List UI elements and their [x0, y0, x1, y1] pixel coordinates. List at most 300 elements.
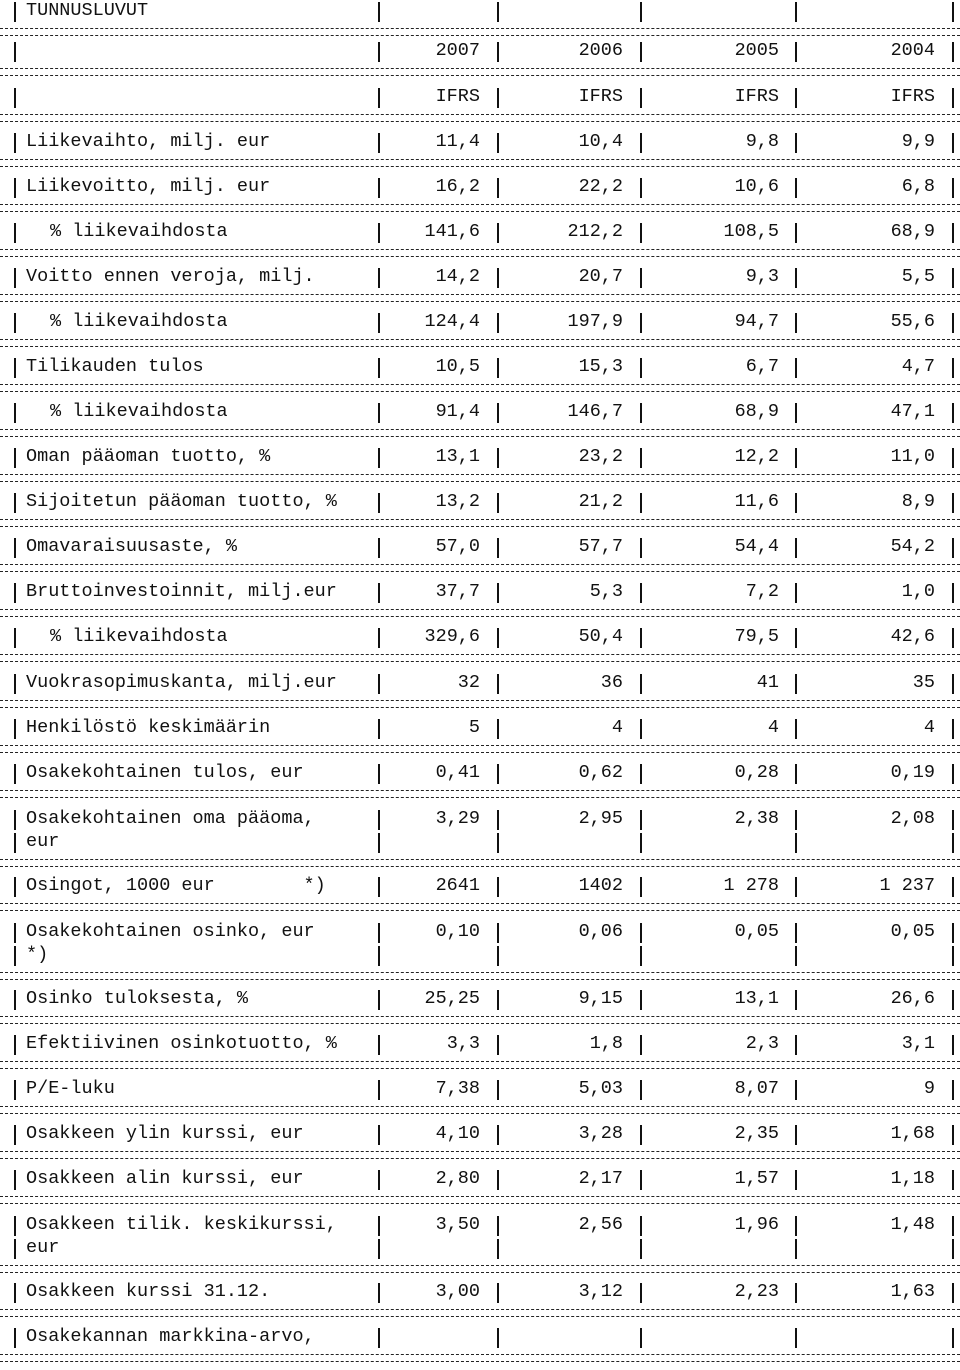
- row-separator: [0, 979, 960, 980]
- column-divider: [14, 1216, 16, 1236]
- row-label: Voitto ennen veroja, milj.: [26, 266, 315, 287]
- value-cell: 2004: [890, 40, 935, 61]
- column-divider: [640, 2, 642, 22]
- value-cell: 26,6: [890, 988, 935, 1009]
- value-cell: 1,57: [734, 1168, 779, 1189]
- value-cell: 57,0: [435, 536, 480, 557]
- row-separator: [0, 526, 960, 527]
- column-divider: [640, 1035, 642, 1055]
- column-divider: [795, 877, 797, 897]
- column-divider: [14, 493, 16, 513]
- column-divider: [952, 1170, 954, 1190]
- column-divider: [952, 719, 954, 739]
- column-divider: [640, 1216, 642, 1236]
- value-cell: 2,3: [745, 1033, 779, 1054]
- row-separator: [0, 294, 960, 295]
- column-divider: [952, 133, 954, 153]
- column-divider: [952, 403, 954, 423]
- column-divider: [497, 538, 499, 558]
- value-cell: 3,1: [901, 1033, 935, 1054]
- row-label: Omavaraisuusaste, %: [26, 536, 237, 557]
- row-separator: [0, 564, 960, 565]
- column-divider: [952, 223, 954, 243]
- table-row: [0, 1214, 960, 1281]
- value-cell: 91,4: [435, 401, 480, 422]
- column-divider: [640, 42, 642, 62]
- column-divider: [640, 583, 642, 603]
- value-cell: IFRS: [578, 86, 623, 107]
- column-divider: [640, 493, 642, 513]
- column-divider: [497, 1239, 499, 1259]
- column-divider: [795, 990, 797, 1010]
- column-divider: [952, 833, 954, 853]
- column-divider: [497, 1170, 499, 1190]
- value-cell: 68,9: [734, 401, 779, 422]
- column-divider: [952, 178, 954, 198]
- column-divider: [952, 877, 954, 897]
- table-row: [0, 672, 960, 716]
- row-separator: [0, 1016, 960, 1017]
- row-separator: [0, 114, 960, 115]
- row-label: Osakkeen alin kurssi, eur: [26, 1168, 304, 1189]
- column-divider: [497, 133, 499, 153]
- column-divider: [14, 628, 16, 648]
- column-divider: [952, 493, 954, 513]
- value-cell: 12,2: [734, 446, 779, 467]
- value-cell: 4: [611, 717, 623, 738]
- row-label: % liikevaihdosta: [50, 221, 228, 242]
- table-row: [0, 1033, 960, 1077]
- column-divider: [497, 313, 499, 333]
- value-cell: 1,63: [890, 1281, 935, 1302]
- column-divider: [497, 268, 499, 288]
- value-cell: 0,62: [578, 762, 623, 783]
- value-cell: 1 237: [879, 875, 935, 896]
- value-cell: 15,3: [578, 356, 623, 377]
- value-cell: 21,2: [578, 491, 623, 512]
- column-divider: [497, 1328, 499, 1348]
- row-separator: [0, 745, 960, 746]
- table-row: [0, 988, 960, 1032]
- value-cell: 2641: [435, 875, 480, 896]
- column-divider: [497, 403, 499, 423]
- value-cell: 68,9: [890, 221, 935, 242]
- value-cell: 5,03: [578, 1078, 623, 1099]
- row-separator: [0, 859, 960, 860]
- value-cell: 3,50: [435, 1214, 480, 1235]
- value-cell: 1,68: [890, 1123, 935, 1144]
- value-cell: 42,6: [890, 626, 935, 647]
- column-divider: [14, 313, 16, 333]
- column-divider: [14, 1239, 16, 1259]
- row-label: Bruttoinvestoinnit, milj.eur: [26, 581, 337, 602]
- column-divider: [14, 223, 16, 243]
- value-cell: 2,56: [578, 1214, 623, 1235]
- row-separator: [0, 1151, 960, 1152]
- table-row: [0, 221, 960, 265]
- row-separator: [0, 752, 960, 753]
- row-separator: [0, 910, 960, 911]
- row-separator: [0, 121, 960, 122]
- row-separator: [0, 1196, 960, 1197]
- column-divider: [952, 946, 954, 966]
- value-cell: 2007: [435, 40, 480, 61]
- row-separator: [0, 661, 960, 662]
- row-label: TUNNUSLUVUT: [26, 0, 149, 21]
- value-cell: 0,41: [435, 762, 480, 783]
- column-divider: [952, 313, 954, 333]
- value-cell: 79,5: [734, 626, 779, 647]
- column-divider: [14, 448, 16, 468]
- column-divider: [795, 448, 797, 468]
- value-cell: 3,00: [435, 1281, 480, 1302]
- value-cell: 212,2: [567, 221, 623, 242]
- value-cell: 2,95: [578, 808, 623, 829]
- column-divider: [795, 1035, 797, 1055]
- row-separator: [0, 1203, 960, 1204]
- column-divider: [795, 1283, 797, 1303]
- value-cell: 35: [912, 672, 935, 693]
- value-cell: 50,4: [578, 626, 623, 647]
- column-divider: [952, 1239, 954, 1259]
- column-divider: [14, 88, 16, 108]
- column-divider: [497, 1035, 499, 1055]
- column-divider: [14, 833, 16, 853]
- row-label: *): [26, 944, 49, 965]
- column-divider: [640, 88, 642, 108]
- value-cell: 41: [756, 672, 779, 693]
- row-label: Osinko tuloksesta, %: [26, 988, 249, 1009]
- column-divider: [640, 538, 642, 558]
- column-divider: [795, 313, 797, 333]
- table-row: [0, 1326, 960, 1370]
- value-cell: 10,6: [734, 176, 779, 197]
- column-divider: [14, 538, 16, 558]
- column-divider: [378, 1239, 380, 1259]
- row-separator: [0, 391, 960, 392]
- table-row: [0, 356, 960, 400]
- row-label: Oman pääoman tuotto, %: [26, 446, 271, 467]
- row-separator: [0, 1061, 960, 1062]
- value-cell: 13,2: [435, 491, 480, 512]
- value-cell: 2,80: [435, 1168, 480, 1189]
- column-divider: [952, 1328, 954, 1348]
- row-separator: [0, 609, 960, 610]
- value-cell: 9,3: [745, 266, 779, 287]
- value-cell: 0,10: [435, 921, 480, 942]
- row-separator: [0, 429, 960, 430]
- row-label: Liikevoitto, milj. eur: [26, 176, 271, 197]
- value-cell: 329,6: [424, 626, 480, 647]
- row-separator: [0, 616, 960, 617]
- table-row: [0, 86, 960, 130]
- column-divider: [795, 403, 797, 423]
- value-cell: 25,25: [424, 988, 480, 1009]
- row-label: % liikevaihdosta: [50, 401, 228, 422]
- column-divider: [14, 268, 16, 288]
- column-divider: [952, 628, 954, 648]
- column-divider: [14, 1125, 16, 1145]
- row-label: Osakekohtainen tulos, eur: [26, 762, 304, 783]
- column-divider: [640, 628, 642, 648]
- value-cell: 108,5: [723, 221, 779, 242]
- value-cell: 23,2: [578, 446, 623, 467]
- column-divider: [497, 2, 499, 22]
- row-label: % liikevaihdosta: [50, 626, 228, 647]
- column-divider: [795, 674, 797, 694]
- value-cell: 2006: [578, 40, 623, 61]
- column-divider: [640, 810, 642, 830]
- column-divider: [952, 583, 954, 603]
- column-divider: [14, 2, 16, 22]
- column-divider: [795, 42, 797, 62]
- value-cell: 197,9: [567, 311, 623, 332]
- table-row: [0, 311, 960, 355]
- column-divider: [14, 358, 16, 378]
- column-divider: [14, 1080, 16, 1100]
- column-divider: [640, 223, 642, 243]
- column-divider: [952, 2, 954, 22]
- row-separator: [0, 204, 960, 205]
- value-cell: 6,8: [901, 176, 935, 197]
- value-cell: 2005: [734, 40, 779, 61]
- value-cell: 5,3: [589, 581, 623, 602]
- table-row: [0, 808, 960, 875]
- column-divider: [640, 268, 642, 288]
- column-divider: [795, 583, 797, 603]
- column-divider: [14, 1328, 16, 1348]
- value-cell: 13,1: [734, 988, 779, 1009]
- value-cell: 1,18: [890, 1168, 935, 1189]
- table-row: [0, 536, 960, 580]
- value-cell: 2,08: [890, 808, 935, 829]
- column-divider: [952, 42, 954, 62]
- column-divider: [952, 923, 954, 943]
- row-label: Efektiivinen osinkotuotto, %: [26, 1033, 337, 1054]
- column-divider: [14, 1170, 16, 1190]
- row-separator: [0, 1309, 960, 1310]
- table-row: [0, 717, 960, 761]
- table-row: [0, 626, 960, 670]
- column-divider: [795, 810, 797, 830]
- value-cell: 3,3: [446, 1033, 480, 1054]
- column-divider: [497, 990, 499, 1010]
- column-divider: [14, 719, 16, 739]
- value-cell: 0,06: [578, 921, 623, 942]
- value-cell: IFRS: [734, 86, 779, 107]
- row-separator: [0, 972, 960, 973]
- row-separator: [0, 301, 960, 302]
- value-cell: 3,28: [578, 1123, 623, 1144]
- column-divider: [497, 674, 499, 694]
- value-cell: 54,2: [890, 536, 935, 557]
- column-divider: [952, 448, 954, 468]
- row-label: Osakkeen tilik. keskikurssi,: [26, 1214, 337, 1235]
- column-divider: [795, 493, 797, 513]
- value-cell: 4: [923, 717, 935, 738]
- row-separator: [0, 28, 960, 29]
- row-separator: [0, 166, 960, 167]
- value-cell: 13,1: [435, 446, 480, 467]
- column-divider: [795, 719, 797, 739]
- column-divider: [952, 1035, 954, 1055]
- column-divider: [640, 1328, 642, 1348]
- row-separator: [0, 700, 960, 701]
- column-divider: [795, 538, 797, 558]
- value-cell: 0,28: [734, 762, 779, 783]
- table-row: [0, 921, 960, 988]
- row-separator: [0, 1158, 960, 1159]
- column-divider: [795, 1239, 797, 1259]
- value-cell: 1402: [578, 875, 623, 896]
- column-divider: [795, 833, 797, 853]
- column-divider: [14, 1035, 16, 1055]
- column-divider: [14, 403, 16, 423]
- value-cell: 22,2: [578, 176, 623, 197]
- value-cell: 36: [600, 672, 623, 693]
- row-separator: [0, 707, 960, 708]
- row-label: Osingot, 1000 eur *): [26, 875, 326, 896]
- value-cell: 47,1: [890, 401, 935, 422]
- column-divider: [497, 583, 499, 603]
- column-divider: [497, 946, 499, 966]
- table-row: [0, 266, 960, 310]
- column-divider: [497, 88, 499, 108]
- row-separator: [0, 1316, 960, 1317]
- table-row: [0, 176, 960, 220]
- row-separator: [0, 1106, 960, 1107]
- row-separator: [0, 654, 960, 655]
- value-cell: 10,5: [435, 356, 480, 377]
- value-cell: 9: [923, 1078, 935, 1099]
- column-divider: [640, 133, 642, 153]
- column-divider: [640, 448, 642, 468]
- value-cell: 0,19: [890, 762, 935, 783]
- row-label: Tilikauden tulos: [26, 356, 204, 377]
- column-divider: [640, 923, 642, 943]
- column-divider: [952, 674, 954, 694]
- column-divider: [640, 764, 642, 784]
- column-divider: [952, 1283, 954, 1303]
- value-cell: 0,05: [890, 921, 935, 942]
- row-label: % liikevaihdosta: [50, 311, 228, 332]
- table-row: [0, 762, 960, 806]
- row-separator: [0, 339, 960, 340]
- value-cell: 11,0: [890, 446, 935, 467]
- row-separator: [0, 797, 960, 798]
- column-divider: [640, 719, 642, 739]
- row-separator: [0, 35, 960, 36]
- column-divider: [795, 88, 797, 108]
- value-cell: 1,0: [901, 581, 935, 602]
- value-cell: 54,4: [734, 536, 779, 557]
- table-row: [0, 1281, 960, 1325]
- column-divider: [952, 810, 954, 830]
- row-label: eur: [26, 831, 60, 852]
- value-cell: 1,96: [734, 1214, 779, 1235]
- column-divider: [497, 1125, 499, 1145]
- row-separator: [0, 481, 960, 482]
- column-divider: [640, 877, 642, 897]
- column-divider: [497, 358, 499, 378]
- column-divider: [497, 877, 499, 897]
- column-divider: [795, 764, 797, 784]
- column-divider: [497, 1216, 499, 1236]
- column-divider: [952, 358, 954, 378]
- row-label: Liikevaihto, milj. eur: [26, 131, 271, 152]
- column-divider: [378, 946, 380, 966]
- row-separator: [0, 256, 960, 257]
- column-divider: [640, 833, 642, 853]
- column-divider: [497, 493, 499, 513]
- column-divider: [497, 42, 499, 62]
- column-divider: [640, 358, 642, 378]
- row-label: Henkilöstö keskimäärin: [26, 717, 271, 738]
- value-cell: 5: [468, 717, 480, 738]
- column-divider: [640, 1080, 642, 1100]
- column-divider: [14, 946, 16, 966]
- column-divider: [640, 1283, 642, 1303]
- column-divider: [497, 923, 499, 943]
- column-divider: [795, 178, 797, 198]
- column-divider: [14, 583, 16, 603]
- value-cell: 57,7: [578, 536, 623, 557]
- row-separator: [0, 436, 960, 437]
- row-separator: [0, 866, 960, 867]
- column-divider: [795, 268, 797, 288]
- column-divider: [952, 990, 954, 1010]
- column-divider: [14, 178, 16, 198]
- value-cell: 8,9: [901, 491, 935, 512]
- value-cell: 11,6: [734, 491, 779, 512]
- value-cell: 4,10: [435, 1123, 480, 1144]
- column-divider: [378, 1328, 380, 1348]
- value-cell: 6,7: [745, 356, 779, 377]
- row-label: Sijoitetun pääoman tuotto, %: [26, 491, 337, 512]
- column-divider: [795, 1216, 797, 1236]
- row-label: Osakkeen kurssi 31.12.: [26, 1281, 271, 1302]
- table-row: [0, 491, 960, 535]
- table-row: [0, 0, 960, 44]
- value-cell: 37,7: [435, 581, 480, 602]
- column-divider: [497, 628, 499, 648]
- value-cell: 2,23: [734, 1281, 779, 1302]
- row-label: Osakkeen ylin kurssi, eur: [26, 1123, 304, 1144]
- value-cell: 10,4: [578, 131, 623, 152]
- value-cell: IFRS: [890, 86, 935, 107]
- column-divider: [952, 764, 954, 784]
- value-cell: 0,05: [734, 921, 779, 942]
- column-divider: [497, 719, 499, 739]
- row-label: Osakekohtainen osinko, eur: [26, 921, 315, 942]
- row-label: Osakekannan markkina-arvo,: [26, 1326, 315, 1347]
- value-cell: 9,8: [745, 131, 779, 152]
- value-cell: 146,7: [567, 401, 623, 422]
- column-divider: [640, 178, 642, 198]
- column-divider: [14, 764, 16, 784]
- value-cell: 2,38: [734, 808, 779, 829]
- column-divider: [640, 990, 642, 1010]
- row-separator: [0, 474, 960, 475]
- value-cell: 3,12: [578, 1281, 623, 1302]
- row-label: Vuokrasopimuskanta, milj.eur: [26, 672, 337, 693]
- column-divider: [497, 178, 499, 198]
- value-cell: 94,7: [734, 311, 779, 332]
- table-row: [0, 1123, 960, 1167]
- value-cell: 2,17: [578, 1168, 623, 1189]
- column-divider: [497, 448, 499, 468]
- value-cell: 55,6: [890, 311, 935, 332]
